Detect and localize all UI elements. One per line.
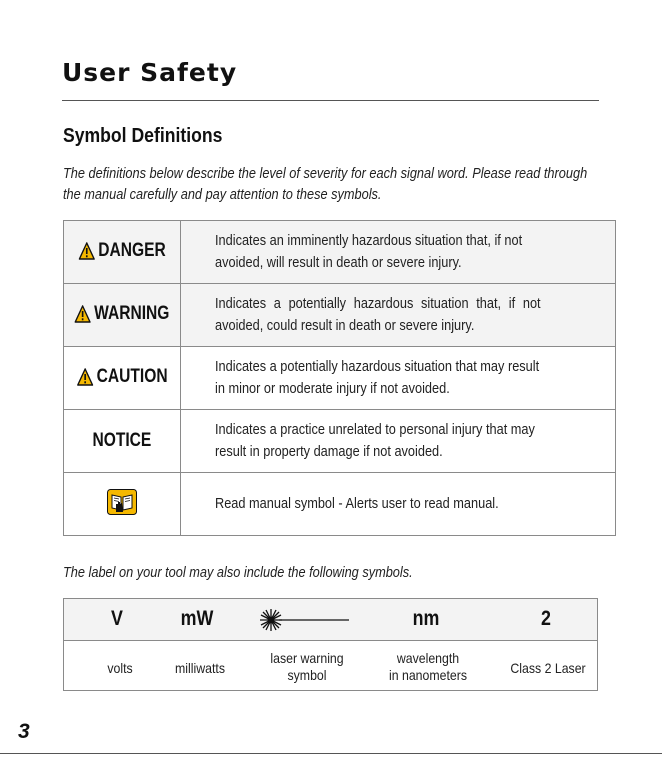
bottom-divider (0, 753, 662, 754)
signal-description: Indicates a potentially hazardous situation that, if not avoided, could result in death or severe injury. (214, 296, 541, 334)
title-divider (62, 100, 599, 101)
signal-description: Indicates a practice unrelated to personal injury that may result in property damage if not avoided. (214, 422, 535, 460)
laser-warning-icon (259, 608, 351, 632)
label-volts: volts (107, 660, 133, 676)
warning-triangle-icon (78, 242, 94, 260)
label-milliwatts: milliwatts (175, 660, 225, 676)
signal-description: Read manual symbol - Alerts user to read manual. (214, 496, 499, 512)
signal-word-cell (64, 284, 181, 347)
signal-word-danger: DANGER (97, 239, 166, 261)
table-row (64, 221, 616, 284)
symbol-nanometers: nm (412, 607, 440, 630)
label-wavelength-line1: wavelength (396, 650, 460, 666)
label-note: The label on your tool may also include the following symbols. (63, 565, 413, 581)
page-title: User Safety (62, 58, 238, 87)
table-row (64, 284, 616, 347)
label-laser-line2: symbol (287, 667, 327, 683)
signal-word-cell (64, 221, 181, 284)
read-manual-icon (107, 489, 137, 515)
signal-word-warning: WARNING (94, 302, 170, 324)
signal-word-cell (64, 473, 181, 536)
symbol-milliwatts: mW (180, 607, 214, 630)
section-heading: Symbol Definitions (63, 125, 223, 147)
page-number: 3 (18, 720, 30, 743)
label-laser-line1: laser warning (270, 650, 344, 666)
label-wavelength (389, 650, 467, 684)
signal-description: Indicates an imminently hazardous situation that, if not avoided, will result in death or severe injury. (214, 233, 522, 271)
symbol-volts: V (111, 607, 123, 630)
symbol-class-2: 2 (541, 607, 551, 630)
signal-word-notice: NOTICE (92, 430, 152, 451)
label-laser-warning (270, 650, 343, 684)
table-row (64, 410, 616, 473)
table-row (64, 473, 616, 536)
warning-triangle-icon (74, 305, 90, 323)
signal-word-cell (64, 410, 181, 473)
signal-word-table (63, 220, 616, 536)
signal-word-caution: CAUTION (96, 365, 168, 387)
label-class-2-laser: Class 2 Laser (510, 660, 586, 676)
signal-word-cell (64, 347, 181, 410)
signal-description: Indicates a potentially hazardous situation that may result in minor or moderate injury if not avoided. (214, 359, 539, 397)
label-symbols-table (63, 598, 598, 691)
intro-paragraph: The definitions below describe the level of severity for each signal word. Please read through the manual carefully and pay attention to these symbols. (63, 166, 588, 203)
label-wavelength-line2: in nanometers (388, 667, 468, 683)
table-row (64, 347, 616, 410)
warning-triangle-icon (77, 368, 93, 386)
